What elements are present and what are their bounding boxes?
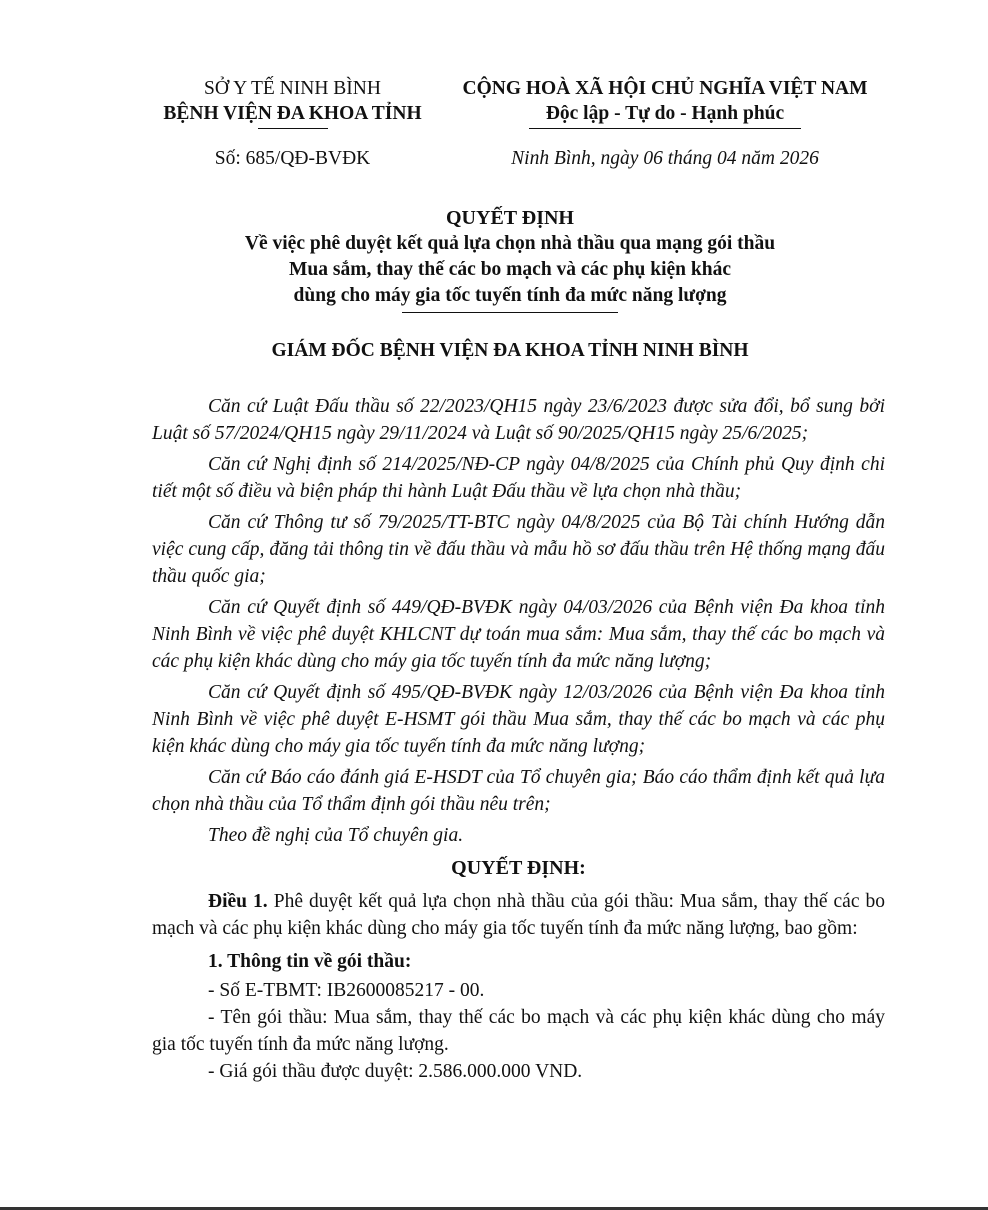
title-line: Về việc phê duyệt kết quả lựa chọn nhà thầu qua mạng gói thầu	[244, 233, 776, 254]
article-1-text: Phê duyệt kết quả lựa chọn nhà thầu của gói thầu: Mua sắm, thay thế các bo mạch và các phụ kiện khác dùng cho máy gia tốc tuyến tính đa mức năng lượng, bao gồm:	[152, 891, 886, 939]
national-title	[440, 76, 890, 129]
legal-basis: Căn cứ Quyết định số 495/QĐ-BVĐK ngày 12/03/2026 của Bệnh viện Đa khoa tỉnh Ninh Bình về việc phê duyệt E-HSMT gói thầu Mua sắm, thay thế các bo mạch và các phụ kiện khác dùng cho máy gia tốc tuyến tính đa mức năng lượng;	[152, 682, 885, 757]
authority-heading: GIÁM ĐỐC BỆNH VIỆN ĐA KHOA TỈNH NINH BÌNH	[271, 340, 749, 361]
title-line: Mua sắm, thay thế các bo mạch và các phụ kiện khác	[288, 259, 732, 280]
article-1-label: Điều 1.	[208, 891, 268, 912]
document-number: Số: 685/QĐ-BVĐK	[214, 148, 371, 169]
agency-name: BỆNH VIỆN ĐA KHOA TỈNH	[163, 103, 422, 124]
legal-basis: Căn cứ Quyết định số 449/QĐ-BVĐK ngày 04/03/2026 của Bệnh viện Đa khoa tỉnh Ninh Bình về việc phê duyệt KHLCNT dự toán mua sắm: Mua sắm, thay thế các bo mạch và các phụ kiện khác dùng cho máy gia tốc tuyến tính đa mức năng lượng;	[152, 597, 885, 672]
legal-basis: Căn cứ Báo cáo đánh giá E-HSDT của Tổ chuyên gia; Báo cáo thẩm định kết quả lựa chọn nhà thầu của Tổ thẩm định gói thầu nêu trên;	[152, 767, 885, 815]
package-price: - Giá gói thầu được duyệt: 2.586.000.000 VND.	[208, 1061, 583, 1082]
legal-basis: Căn cứ Luật Đấu thầu số 22/2023/QH15 ngày 23/6/2023 được sửa đổi, bổ sung bởi Luật số 57/2024/QH15 ngày 29/11/2024 và Luật số 90/2025/QH15 ngày 25/6/2025;	[152, 396, 885, 444]
article-1	[152, 888, 885, 942]
motto: Độc lập - Tự do - Hạnh phúc	[545, 103, 785, 124]
title-underline	[402, 312, 618, 313]
nation-name: CỘNG HOÀ XÃ HỘI CHỦ NGHĨA VIỆT NAM	[462, 78, 868, 99]
decision-title	[150, 205, 870, 313]
document-body	[152, 393, 885, 1085]
section-1-heading: 1. Thông tin về gói thầu:	[208, 951, 412, 972]
place-date: Ninh Bình, ngày 06 tháng 04 năm 2026	[511, 148, 819, 169]
motto-underline	[529, 128, 801, 129]
document-type: QUYẾT ĐỊNH	[446, 207, 574, 229]
agency-top: SỞ Y TẾ NINH BÌNH	[204, 78, 381, 99]
legal-basis: Căn cứ Thông tư số 79/2025/TT-BTC ngày 04/8/2025 của Bộ Tài chính Hướng dẫn việc cung cấp, đăng tải thông tin về đấu thầu và mẫu hồ sơ đấu thầu trên Hệ thống mạng đấu thầu quốc gia;	[152, 512, 885, 587]
agency-underline	[258, 128, 328, 129]
proposal-basis: Theo đề nghị của Tổ chuyên gia.	[208, 825, 464, 846]
tender-notice-number: - Số E-TBMT: IB2600085217 - 00.	[208, 980, 485, 1001]
decides-heading: QUYẾT ĐỊNH:	[451, 857, 586, 879]
package-name: - Tên gói thầu: Mua sắm, thay thế các bo mạch và các phụ kiện khác dùng cho máy gia tốc tuyến tính đa mức năng lượng.	[152, 1007, 885, 1055]
issuing-agency	[140, 76, 445, 129]
legal-basis: Căn cứ Nghị định số 214/2025/NĐ-CP ngày 04/8/2025 của Chính phủ Quy định chi tiết một số điều và biện pháp thi hành Luật Đấu thầu về lựa chọn nhà thầu;	[152, 454, 885, 502]
title-line: dùng cho máy gia tốc tuyến tính đa mức năng lượng	[293, 285, 727, 306]
